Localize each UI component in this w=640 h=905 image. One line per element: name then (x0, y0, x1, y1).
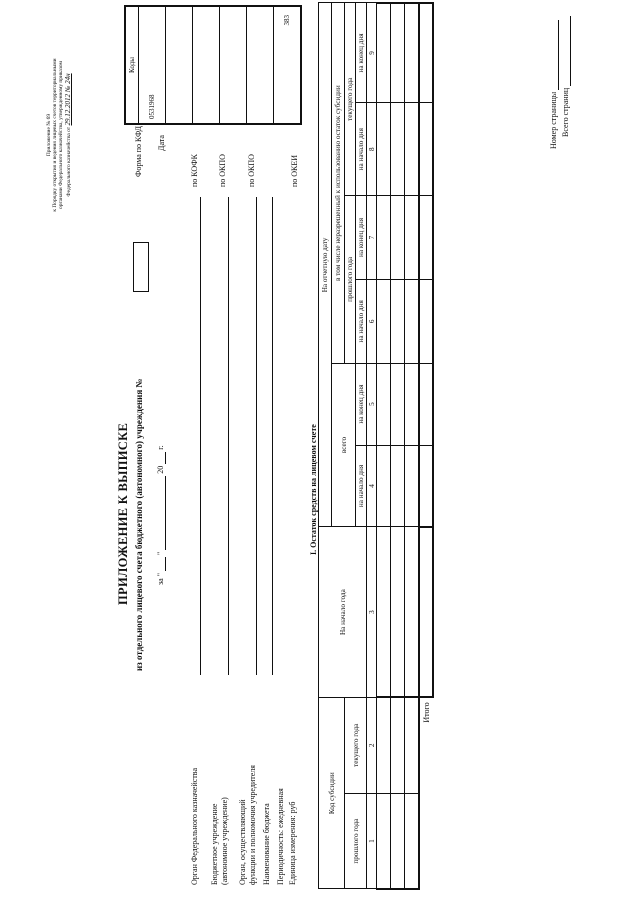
col-prev-day-end: на конец дня (356, 196, 367, 280)
col-number: 9 (367, 3, 377, 103)
codes-table (124, 5, 302, 125)
table-cell[interactable] (377, 697, 391, 793)
date-line: за " " 20 г. (156, 445, 165, 585)
itogo-cell[interactable] (419, 196, 433, 280)
table-cell[interactable] (391, 445, 405, 527)
month-field[interactable] (156, 476, 166, 550)
table-cell[interactable] (405, 3, 419, 103)
page-title: ПРИЛОЖЕНИЕ К ВЫПИСКЕ (116, 422, 130, 605)
founder-field[interactable] (256, 197, 257, 675)
itogo-cell[interactable] (419, 527, 433, 698)
page-number-line (549, 20, 559, 149)
label-institution-1: Бюджетное учреждение (210, 803, 219, 885)
code-okpo-2[interactable] (247, 6, 274, 124)
code-kofk[interactable] (193, 6, 220, 124)
itogo-cell[interactable] (419, 3, 433, 103)
table-cell[interactable] (405, 697, 419, 793)
label-budget: Наименование бюджета (262, 803, 271, 885)
total-pages-line (561, 16, 571, 137)
col-unused-prev-year: прошлого года (345, 196, 356, 364)
label-unit: Единица измерения: руб (288, 801, 297, 885)
code-okei: 383 (274, 6, 302, 124)
col-number: 8 (367, 103, 377, 196)
section-title: I. Остаток средств на лицевом счете (309, 424, 318, 555)
col-report-date: На отчетную дату (319, 3, 332, 527)
total-pages-label: Всего страниц (561, 87, 570, 137)
col-prev-year: прошлого года (345, 793, 367, 889)
col-cur-year: текущего года (345, 697, 367, 793)
label-founder-2: функции и полномочия учредителя (248, 765, 257, 885)
col-number: 5 (367, 363, 377, 445)
itogo-cell[interactable] (419, 445, 433, 527)
itogo-cell[interactable] (419, 103, 433, 196)
table-cell[interactable] (377, 527, 391, 698)
table-cell[interactable] (391, 3, 405, 103)
col-number: 2 (367, 697, 377, 793)
table-cell[interactable] (391, 196, 405, 280)
col-total-day-start: на начало дня (356, 445, 367, 527)
table-cell[interactable] (391, 527, 405, 698)
col-start-year: На начало года (319, 527, 367, 698)
col-cur-day-end: на конец дня (356, 3, 367, 103)
table-cell[interactable] (377, 103, 391, 196)
handwritten-date: 29.12.2012 № 24н (63, 73, 72, 126)
appendix-line-3: органами Федерального казначейства, утвержденному приказом (58, 61, 65, 209)
codes-label-kfd: Форма по КФД (134, 125, 143, 177)
col-number: 3 (367, 527, 377, 698)
table-cell[interactable] (405, 527, 419, 698)
table-cell[interactable] (405, 196, 419, 280)
page-number-field[interactable] (549, 20, 559, 90)
codes-label-kofk: по КОФК (190, 154, 199, 187)
itogo-cell[interactable] (419, 363, 433, 445)
label-founder-1: Орган, осуществляющий (238, 799, 247, 885)
table-cell[interactable] (391, 103, 405, 196)
table-cell[interactable] (377, 196, 391, 280)
budget-field[interactable] (272, 197, 273, 675)
table-cell[interactable] (377, 793, 391, 889)
codes-label-okpo-2: по ОКПО (247, 154, 256, 187)
label-period: Периодичность: ежедневная (276, 788, 285, 885)
table-cell[interactable] (377, 363, 391, 445)
col-unused: в том числе неразрешенный к использованию остаток субсидии (332, 3, 345, 363)
day-field[interactable] (156, 557, 166, 571)
table-cell[interactable] (405, 793, 419, 889)
col-number: 6 (367, 279, 377, 363)
balance-table (318, 2, 434, 890)
appendix-line-2: к Порядку открытия и ведения лицевых счетов территориальными (52, 58, 59, 212)
col-number: 1 (367, 793, 377, 889)
col-total-day-end: на конец дня (356, 363, 367, 445)
codes-header: Коды (125, 6, 139, 124)
treasury-field[interactable] (200, 197, 201, 675)
col-total: всего (332, 363, 356, 527)
page-number-label: Номер страницы (549, 91, 558, 149)
table-cell[interactable] (391, 279, 405, 363)
table-cell[interactable] (405, 445, 419, 527)
code-kfd: 0531968 (139, 6, 166, 124)
col-subsidy-code: Код субсидии (319, 697, 345, 889)
label-treasury: Орган Федерального казначейства (190, 767, 199, 885)
total-pages-field[interactable] (561, 16, 571, 86)
col-prev-day-start: на начало дня (356, 279, 367, 363)
table-cell[interactable] (391, 363, 405, 445)
col-unused-cur-year: текущего года (345, 3, 356, 196)
table-cell[interactable] (377, 445, 391, 527)
table-cell[interactable] (405, 363, 419, 445)
year-field[interactable] (156, 452, 166, 464)
code-date[interactable] (166, 6, 193, 124)
itogo-label: Итого (421, 702, 431, 723)
institution-field[interactable] (228, 197, 229, 675)
appendix-header (46, 5, 72, 265)
col-cur-day-start: на начало дня (356, 103, 367, 196)
account-number-box[interactable] (133, 242, 149, 292)
table-cell[interactable] (377, 279, 391, 363)
table-cell[interactable] (377, 3, 391, 103)
appendix-line-4: Федерального казначейства от 29.12.2012 № 24н (63, 73, 72, 197)
col-number: 4 (367, 445, 377, 527)
table-cell[interactable] (391, 697, 405, 793)
label-institution-2: (автономное учреждение) (220, 797, 229, 885)
table-cell[interactable] (391, 793, 405, 889)
table-cell[interactable] (405, 279, 419, 363)
code-okpo-1[interactable] (220, 6, 247, 124)
codes-label-okpo-1: по ОКПО (218, 154, 227, 187)
itogo-cell[interactable] (419, 279, 433, 363)
table-cell[interactable] (405, 103, 419, 196)
page-subtitle: из отдельного лицевого счета бюджетного (автономного) учреждения № (134, 378, 144, 671)
codes-label-okei: по ОКЕИ (290, 154, 299, 187)
codes-label-date: Дата (157, 135, 166, 151)
col-number: 7 (367, 196, 377, 280)
appendix-line-1: Приложение № 69 (46, 113, 52, 157)
